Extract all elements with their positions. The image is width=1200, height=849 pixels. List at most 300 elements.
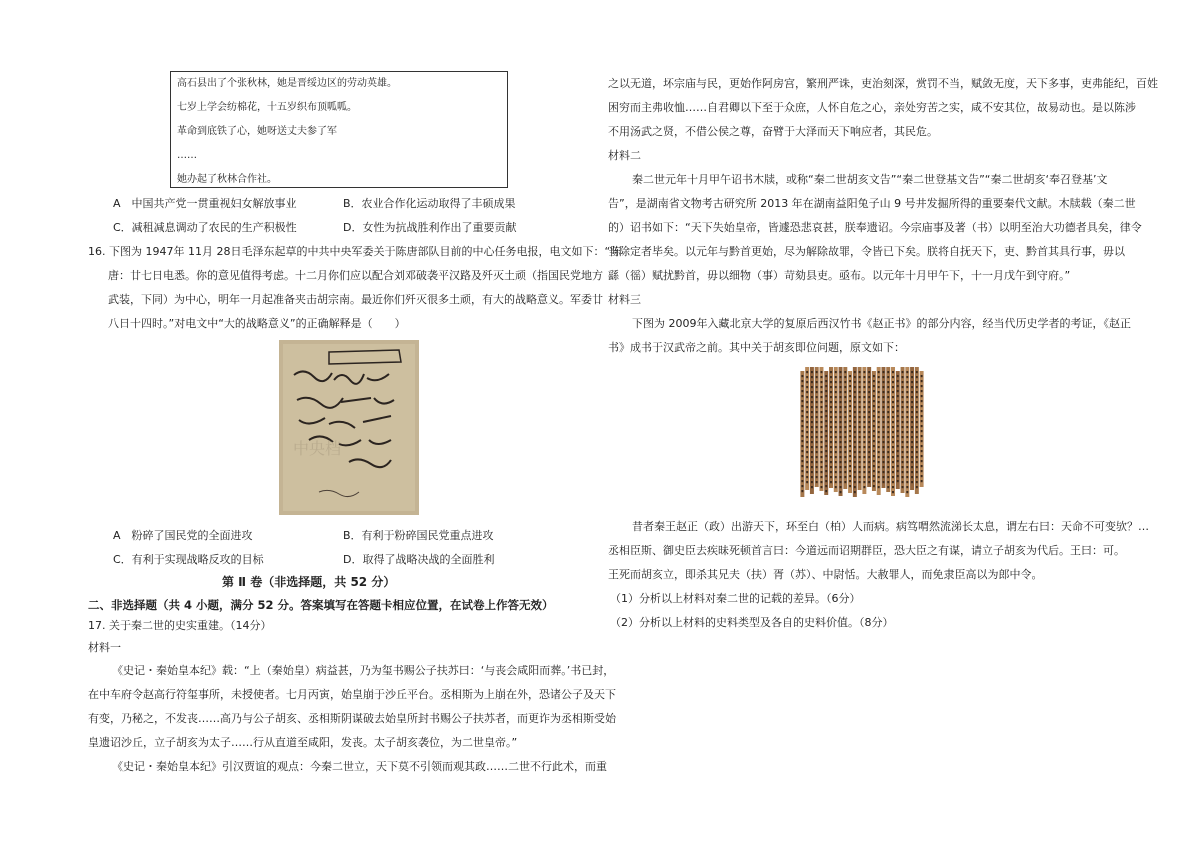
q16-option-d: D．取得了战略决战的全面胜利	[343, 553, 495, 566]
slip-character	[816, 381, 818, 383]
slip-character	[883, 386, 885, 388]
slip-character	[835, 391, 837, 393]
slip-character	[821, 476, 823, 478]
slip-character	[873, 420, 875, 422]
slip-character	[892, 456, 894, 458]
slip-character	[816, 431, 818, 433]
slip-character	[811, 466, 813, 468]
slip-character	[892, 406, 894, 408]
slip-character	[897, 475, 899, 477]
bamboo-slip	[901, 367, 905, 493]
slip-character	[863, 466, 865, 468]
q16-option-c: C．有利于实现战略反攻的目标	[113, 553, 264, 566]
slip-character	[911, 371, 913, 373]
slip-character	[844, 481, 846, 483]
slip-character	[854, 451, 856, 453]
slip-character	[849, 450, 851, 452]
slip-character	[902, 436, 904, 438]
slip-character	[887, 451, 889, 453]
slip-character	[806, 426, 808, 428]
slip-character	[916, 446, 918, 448]
slip-character	[863, 416, 865, 418]
slip-character	[811, 481, 813, 483]
telegram-watermark: 中央档	[293, 439, 342, 458]
slip-character	[883, 446, 885, 448]
slip-character	[816, 416, 818, 418]
slip-character	[921, 425, 923, 427]
slip-character	[849, 480, 851, 482]
slip-character	[844, 391, 846, 393]
slip-character	[906, 441, 908, 443]
slip-character	[906, 436, 908, 438]
slip-character	[892, 391, 894, 393]
slip-character	[816, 461, 818, 463]
slip-character	[868, 391, 870, 393]
material-1-continued: 不用汤武之贤，不借公侯之尊，奋臂于大泽而天下响应者，其民危。	[608, 125, 938, 138]
slip-character	[849, 410, 851, 412]
slip-character	[863, 451, 865, 453]
slip-character	[902, 446, 904, 448]
slip-character	[835, 371, 837, 373]
slip-character	[835, 451, 837, 453]
slip-character	[806, 416, 808, 418]
slip-character	[840, 386, 842, 388]
slip-character	[830, 431, 832, 433]
slip-character	[835, 381, 837, 383]
slip-character	[854, 481, 856, 483]
slip-character	[854, 461, 856, 463]
slip-character	[821, 401, 823, 403]
slip-character	[859, 426, 861, 428]
slip-character	[806, 396, 808, 398]
slip-character	[821, 431, 823, 433]
slip-character	[849, 440, 851, 442]
slip-character	[835, 431, 837, 433]
material-3-label: 材料三	[608, 293, 641, 306]
material-1-line: 皇遗诏沙丘，立子胡亥为太子……行从直道至咸阳，发丧。太子胡亥袭位，为二世皇帝。”	[88, 736, 518, 749]
slip-character	[906, 401, 908, 403]
slip-character	[887, 411, 889, 413]
slip-character	[911, 456, 913, 458]
slip-character	[878, 461, 880, 463]
slip-character	[801, 490, 803, 492]
slip-character	[801, 460, 803, 462]
slip-character	[854, 471, 856, 473]
slip-character	[806, 391, 808, 393]
slip-character	[868, 456, 870, 458]
slip-character	[873, 455, 875, 457]
slip-character	[868, 481, 870, 483]
slip-character	[859, 396, 861, 398]
slip-character	[906, 491, 908, 493]
slip-character	[878, 386, 880, 388]
slip-character	[840, 411, 842, 413]
slip-character	[878, 411, 880, 413]
slip-character	[806, 421, 808, 423]
slip-character	[844, 406, 846, 408]
slip-character	[830, 471, 832, 473]
slip-character	[916, 386, 918, 388]
slip-character	[821, 421, 823, 423]
slip-character	[811, 376, 813, 378]
slip-character	[840, 416, 842, 418]
slip-character	[816, 451, 818, 453]
slip-character	[825, 375, 827, 377]
slip-character	[840, 436, 842, 438]
slip-character	[854, 401, 856, 403]
slip-character	[892, 416, 894, 418]
slip-character	[835, 471, 837, 473]
slip-character	[816, 376, 818, 378]
slip-character	[911, 476, 913, 478]
slip-character	[902, 396, 904, 398]
slip-character	[897, 440, 899, 442]
slip-character	[902, 431, 904, 433]
slip-character	[911, 471, 913, 473]
slip-character	[902, 381, 904, 383]
slip-character	[811, 441, 813, 443]
q16-stem-line: 唐：廿七日电悉。你的意见值得考虑。十二月你们应以配合刘邓破袭平汉路及歼灭土顽（指国民党地方	[108, 269, 603, 282]
slip-character	[878, 456, 880, 458]
slip-character	[906, 381, 908, 383]
slip-character	[811, 416, 813, 418]
slip-character	[806, 451, 808, 453]
slip-character	[825, 490, 827, 492]
slip-character	[821, 446, 823, 448]
slip-character	[816, 391, 818, 393]
slip-character	[863, 396, 865, 398]
slip-character	[892, 401, 894, 403]
slip-character	[921, 440, 923, 442]
slip-character	[821, 376, 823, 378]
slip-character	[840, 446, 842, 448]
slip-character	[892, 426, 894, 428]
slip-character	[868, 476, 870, 478]
slip-character	[911, 481, 913, 483]
slip-character	[825, 440, 827, 442]
slip-character	[844, 411, 846, 413]
slip-character	[873, 405, 875, 407]
slip-character	[873, 460, 875, 462]
slip-character	[854, 416, 856, 418]
slip-character	[844, 446, 846, 448]
slip-character	[916, 431, 918, 433]
slip-character	[854, 391, 856, 393]
slip-character	[868, 461, 870, 463]
slip-character	[859, 401, 861, 403]
slip-character	[921, 435, 923, 437]
slip-character	[849, 385, 851, 387]
slip-character	[849, 445, 851, 447]
slip-character	[821, 471, 823, 473]
bamboo-slip	[834, 367, 838, 492]
slip-character	[873, 485, 875, 487]
slip-character	[840, 456, 842, 458]
slip-character	[921, 380, 923, 382]
slip-character	[801, 415, 803, 417]
slip-character	[859, 421, 861, 423]
slip-character	[897, 450, 899, 452]
slip-character	[878, 466, 880, 468]
slip-character	[892, 486, 894, 488]
slip-character	[887, 396, 889, 398]
slip-character	[801, 400, 803, 402]
slip-character	[916, 421, 918, 423]
slip-character	[911, 391, 913, 393]
slip-character	[883, 461, 885, 463]
slip-character	[840, 476, 842, 478]
q16-option-a: A 粉碎了国民党的全面进攻	[113, 529, 253, 542]
slip-character	[906, 391, 908, 393]
slip-character	[887, 386, 889, 388]
slip-character	[916, 466, 918, 468]
slip-character	[844, 456, 846, 458]
slip-character	[806, 446, 808, 448]
slip-character	[902, 456, 904, 458]
slip-character	[921, 410, 923, 412]
slip-character	[840, 451, 842, 453]
slip-character	[911, 401, 913, 403]
slip-character	[887, 486, 889, 488]
slip-character	[887, 426, 889, 428]
slip-character	[830, 401, 832, 403]
slip-character	[816, 421, 818, 423]
slip-character	[873, 435, 875, 437]
slip-character	[825, 460, 827, 462]
slip-character	[835, 446, 837, 448]
slip-character	[911, 441, 913, 443]
slip-character	[883, 421, 885, 423]
slip-character	[878, 476, 880, 478]
slip-character	[811, 431, 813, 433]
slip-character	[897, 455, 899, 457]
slip-character	[859, 471, 861, 473]
slip-character	[844, 441, 846, 443]
slip-character	[821, 461, 823, 463]
slip-character	[849, 415, 851, 417]
slip-character	[906, 386, 908, 388]
slip-character	[911, 396, 913, 398]
material-1-continued: 困穷而主弗收恤……自君卿以下至于众庶，人怀自危之心，亲处穷苦之实，咸不安其位，故易动也。是以陈涉	[608, 101, 1136, 114]
slip-character	[811, 426, 813, 428]
slip-character	[821, 436, 823, 438]
slip-character	[825, 380, 827, 382]
slip-character	[892, 411, 894, 413]
slip-character	[911, 436, 913, 438]
slip-character	[825, 395, 827, 397]
slip-character	[906, 466, 908, 468]
slip-character	[863, 381, 865, 383]
slip-character	[816, 441, 818, 443]
slip-character	[878, 451, 880, 453]
slip-character	[849, 455, 851, 457]
slip-character	[801, 435, 803, 437]
slip-character	[844, 461, 846, 463]
slip-character	[835, 396, 837, 398]
slip-character	[902, 376, 904, 378]
slip-character	[897, 395, 899, 397]
q16-stem-line: 八日十四时。”对电文中“大的战略意义”的正确解释是（ ）	[108, 317, 406, 330]
slip-character	[916, 401, 918, 403]
slip-character	[863, 406, 865, 408]
slip-character	[892, 371, 894, 373]
slip-character	[849, 470, 851, 472]
slip-character	[821, 466, 823, 468]
slip-character	[835, 401, 837, 403]
slip-character	[840, 481, 842, 483]
slip-character	[897, 425, 899, 427]
slip-character	[830, 476, 832, 478]
slip-character	[921, 385, 923, 387]
material-1-line: 《史记・秦始皇本纪》引汉贾谊的观点：今秦二世立，天下莫不引领而观其政……二世不行此术，而重	[112, 760, 607, 773]
material-2-label: 材料二	[608, 149, 641, 162]
slip-character	[873, 380, 875, 382]
q16-stem-line: 16. 下图为 1947年 11月 28日毛泽东起草的中共中央军委关于陈唐部队目前的中心任务电报，电文如下：“陈	[88, 245, 622, 258]
slip-character	[854, 386, 856, 388]
q15-option-b: B．农业合作化运动取得了丰硕成果	[343, 197, 516, 210]
slip-character	[902, 481, 904, 483]
slip-character	[878, 431, 880, 433]
slip-character	[854, 476, 856, 478]
slip-character	[859, 386, 861, 388]
slip-character	[892, 481, 894, 483]
slip-character	[916, 381, 918, 383]
zhao-zheng-text-line: 昔者秦王赵正（政）出游天下，环至白（柏）人而病。病笃喟然流涕长太息，谓左右曰：天命不可变欤？…	[632, 520, 1149, 533]
slip-character	[873, 475, 875, 477]
slip-character	[854, 466, 856, 468]
slip-character	[840, 431, 842, 433]
slip-character	[840, 441, 842, 443]
slip-character	[868, 431, 870, 433]
slip-character	[902, 406, 904, 408]
slip-character	[859, 441, 861, 443]
slip-character	[863, 461, 865, 463]
slip-character	[863, 411, 865, 413]
slip-character	[921, 475, 923, 477]
slip-character	[844, 451, 846, 453]
slip-character	[801, 475, 803, 477]
slip-character	[916, 391, 918, 393]
slip-character	[873, 445, 875, 447]
slip-character	[849, 425, 851, 427]
slip-character	[840, 401, 842, 403]
slip-character	[873, 385, 875, 387]
slip-character	[887, 431, 889, 433]
slip-character	[897, 375, 899, 377]
slip-character	[849, 420, 851, 422]
slip-character	[863, 391, 865, 393]
slip-character	[916, 436, 918, 438]
slip-character	[883, 456, 885, 458]
slip-character	[801, 430, 803, 432]
slip-character	[873, 470, 875, 472]
slip-character	[806, 481, 808, 483]
slip-character	[801, 375, 803, 377]
slip-character	[830, 461, 832, 463]
telegram-image	[279, 340, 419, 515]
slip-character	[921, 465, 923, 467]
bamboo-slips-image	[800, 365, 924, 501]
slip-character	[821, 441, 823, 443]
slip-character	[892, 476, 894, 478]
slip-character	[821, 406, 823, 408]
slip-character	[801, 480, 803, 482]
slip-character	[868, 416, 870, 418]
slip-character	[801, 380, 803, 382]
slip-character	[863, 371, 865, 373]
slip-character	[878, 381, 880, 383]
slip-character	[906, 446, 908, 448]
material-1-line: 有变，乃秘之，不发丧……高乃与公子胡亥、丞相斯阴谋破去始皇所封书赐公子扶苏者，而更诈为丞相斯受始	[88, 712, 616, 725]
slip-character	[883, 406, 885, 408]
slip-character	[873, 450, 875, 452]
slip-character	[897, 480, 899, 482]
slip-character	[911, 406, 913, 408]
slip-character	[902, 441, 904, 443]
slip-character	[844, 396, 846, 398]
slip-character	[878, 446, 880, 448]
slip-character	[825, 485, 827, 487]
slip-character	[835, 376, 837, 378]
slip-character	[830, 456, 832, 458]
slip-character	[849, 475, 851, 477]
slip-character	[873, 395, 875, 397]
slip-character	[878, 391, 880, 393]
slip-character	[921, 480, 923, 482]
slip-character	[859, 411, 861, 413]
slip-character	[806, 431, 808, 433]
slip-character	[849, 405, 851, 407]
slip-character	[916, 396, 918, 398]
slip-character	[916, 371, 918, 373]
slip-character	[916, 411, 918, 413]
slip-character	[859, 376, 861, 378]
slip-character	[921, 405, 923, 407]
slip-character	[873, 440, 875, 442]
slip-character	[801, 425, 803, 427]
slip-character	[906, 371, 908, 373]
material-2-line: 的）诏书如下：“天下失始皇帝，皆遽恐悲哀甚，朕奉遗诏。今宗庙事及著（书）以明至治大功德者具矣，律令	[608, 221, 1142, 234]
slip-character	[811, 381, 813, 383]
slip-character	[887, 466, 889, 468]
slip-character	[849, 400, 851, 402]
slip-character	[806, 371, 808, 373]
slip-character	[868, 411, 870, 413]
slip-character	[859, 446, 861, 448]
slip-character	[811, 421, 813, 423]
slip-character	[830, 446, 832, 448]
slip-character	[902, 451, 904, 453]
slip-character	[854, 411, 856, 413]
slip-character	[902, 461, 904, 463]
slip-character	[835, 481, 837, 483]
material-1-line: 在中车府令赵高行符玺事所，未授使者。七月丙寅，始皇崩于沙丘平台。丞相斯为上崩在外，恐诸公子及天下	[88, 688, 616, 701]
slip-character	[897, 415, 899, 417]
slip-character	[854, 396, 856, 398]
slip-character	[830, 381, 832, 383]
slip-character	[844, 466, 846, 468]
slip-character	[873, 390, 875, 392]
slip-character	[840, 406, 842, 408]
slip-character	[887, 371, 889, 373]
slip-character	[825, 405, 827, 407]
slip-character	[859, 371, 861, 373]
slip-character	[844, 371, 846, 373]
slip-character	[873, 415, 875, 417]
bamboo-slip	[886, 367, 890, 492]
slip-character	[806, 476, 808, 478]
slip-character	[921, 415, 923, 417]
